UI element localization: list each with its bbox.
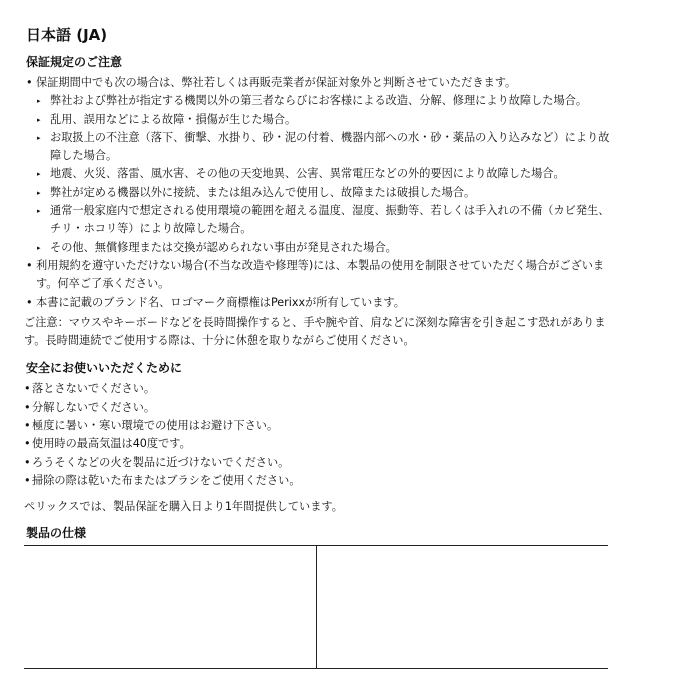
- warranty-title: 保証規定のご注意: [26, 55, 123, 69]
- warranty-bullet: [24, 74, 610, 257]
- exclusion-item: ▸ 弊社が定める機器以外に接続、または組み込んで使用し、故障または破損した場合。: [38, 184, 610, 202]
- warranty-list: [24, 74, 610, 312]
- safety-item: • 分解しないでください。: [24, 399, 610, 417]
- safety-title: 安全にお使いいただくために: [26, 361, 183, 376]
- exclusion-item: ▸ 通常一般家庭内で想定される使用環境の範囲を超える温度、湿度、振動等、若しくは手入れの不備（カビ発生、チリ・ホコリ等）により故障した場合。: [38, 202, 610, 239]
- exclusion-item: ▸ 地震、火災、落雷、風水害、その他の天変地異、公害、異常電圧などの外的要因により故障した場合。: [38, 165, 610, 183]
- exclusion-item: ▸ 乱用、誤用などによる故障・損傷が生じた場合。: [38, 111, 610, 129]
- exclusion-list: [38, 92, 610, 257]
- manual-page: [24, 26, 610, 669]
- safety-item: • 使用時の最高気温は40度です。: [24, 435, 610, 453]
- warranty-period: ペリックスでは、製品保証を購入日より1年間提供しています。: [24, 500, 343, 514]
- safety-item: • ろうそくなどの火を製品に近づけないでください。: [24, 454, 610, 472]
- safety-item: • 掃除の際は乾いた布またはブラシをご使用ください。: [24, 472, 610, 490]
- warranty-bullet: • 本書に記載のブランド名、ロゴマーク商標権はPerixxが所有しています。: [24, 294, 610, 312]
- language-heading: 日本語 (JA): [26, 26, 108, 44]
- specs-table: [24, 545, 608, 669]
- safety-item: • 落とさないでください。: [24, 380, 610, 398]
- caution-note: ご注意：マウスやキーボードなどを長時間操作すると、手や腕や首、肩などに深刻な障害を引き起こす恐れがあります。長時間連続でご使用する際は、十分に休憩を取りながらご使用ください。: [24, 315, 606, 348]
- safety-item: • 極度に暑い・寒い環境での使用はお避け下さい。: [24, 417, 610, 435]
- warranty-bullet-text: 保証期間中でも次の場合は、弊社若しくは再販売業者が保証対象外と判断させていただきます。: [36, 76, 517, 89]
- exclusion-item: ▸ 弊社および弊社が指定する機関以外の第三者ならびにお客様による改造、分解、修理により故障した場合。: [38, 92, 610, 110]
- warranty-bullet: • 利用規約を遵守いただけない場合(不当な改造や修理等)には、本製品の使用を制限させていただく場合がございます。何卒ご了承ください。: [24, 257, 610, 294]
- spec-value-cell: [316, 545, 608, 668]
- exclusion-item: ▸ お取扱上の不注意（落下、衝撃、水掛り、砂・泥の付着、機器内部への水・砂・薬品の入り込みなど）により故障した場合。: [38, 129, 610, 166]
- spec-label-cell: [24, 545, 316, 668]
- table-row: [24, 545, 608, 668]
- specs-title: 製品の仕様: [26, 525, 87, 540]
- exclusion-item: ▸ その他、無償修理または交換が認められない事由が発見された場合。: [38, 239, 610, 257]
- safety-list: [24, 380, 610, 490]
